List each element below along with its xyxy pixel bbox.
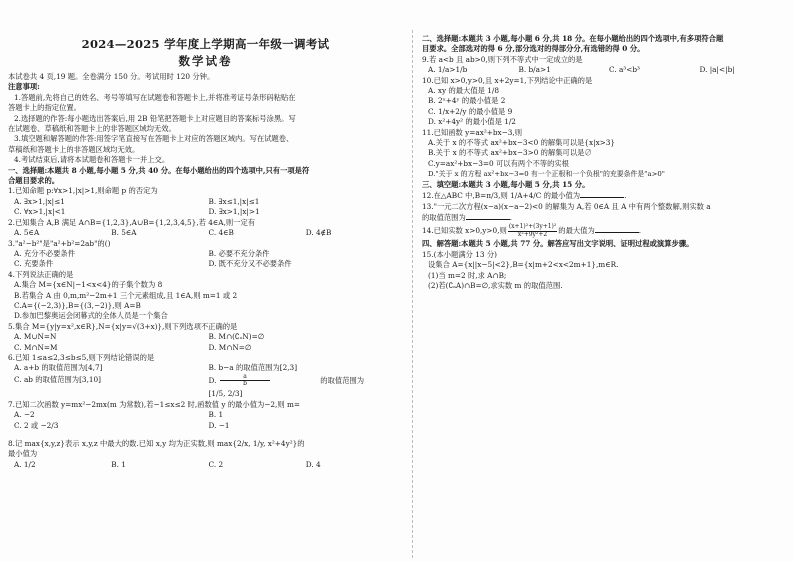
q15-stem: 15.(本小题满分 13 分) — [422, 249, 498, 259]
q14-fraction: $\frac{\text{(x+1)²+(3y+1)²}}{\text{x²+9y²+2}}$ — [508, 223, 557, 238]
q5-option-a: A. M∪N=N — [14, 332, 57, 342]
q5-options-row2 — [8, 343, 403, 353]
notice-heading: 注意事项: — [8, 82, 40, 92]
q3-option-b: B. 必要不充分条件 — [208, 248, 270, 258]
q2-stem: 2.已知集合 A,B 满足 A∩B={1,2,3},A∪B={1,2,3,4,5},若 4∈A,则一定有 — [8, 217, 256, 227]
q14-stem: 14.已知实数 x>0,y>0,则 — [422, 226, 507, 236]
q11-option-c: C.y=ax²+bx−3=0 可以有两个不等的实根 — [428, 158, 569, 168]
q11-option-d: D."关于 x 的方程 ax²+bx−3=0 有一个正根和一个负根"的充要条件是"a>0" — [428, 170, 665, 179]
q12-stem: 12.在△ABC 中,B=π/3,则 1/A+4/C 的最小值为 — [422, 191, 581, 201]
column-divider — [412, 30, 413, 558]
q13-row2: 的取值范围为 . — [422, 212, 513, 222]
section3-heading: 三、填空题:本题共 3 小题,每小题 5 分,共 15 分。 — [422, 179, 590, 189]
q1-option-d: D. ∃x>1,|x|>1 — [208, 207, 260, 217]
q1-option-a: A. ∃x>1,|x|≤1 — [14, 196, 65, 206]
notice-item: 2.选择题的作答:每小题选出答案后,用 2B 铅笔把答题卡上对应题目的答案标号涂黑。写 — [14, 113, 296, 123]
q5-option-c: C. M∩N=M — [14, 342, 58, 352]
section1-heading: 一、选择题:本题共 8 小题,每小题 5 分,共 40 分。在每小题给出的四个选项中,只有一项是符 — [8, 165, 310, 175]
q7-option-b: B. 1 — [208, 410, 224, 420]
q4-option-b: B.若集合 A 由 0,m,m²−2m+1 三个元素组成,且 1∈A,则 m=1 或 2 — [14, 290, 238, 300]
q9-option-b: B. b/a>1 — [518, 65, 551, 75]
q8-option-a: A. 1/2 — [14, 459, 36, 469]
q1-options-row2 — [8, 207, 403, 217]
q13-answer-blank — [466, 212, 510, 220]
q6-option-d: D. $\frac{a}{b}$ 的取值范围为 [1/5, 2/3] — [208, 372, 365, 398]
q6-d-fraction: $\frac{a}{b}$ — [220, 374, 317, 388]
q2-option-b: B. 5∈A — [111, 228, 137, 238]
q12-answer-blank — [580, 190, 624, 198]
q11-option-a: A.关于 x 的不等式 ax²+bx−3<0 的解集可以是{x|x>3} — [428, 138, 616, 148]
q9-option-c: C. a³<b³ — [609, 65, 640, 75]
q5-options — [8, 332, 403, 342]
q15-line2: (1)当 m=2 时,求 A∩B; — [428, 270, 507, 280]
q9-options — [422, 65, 790, 75]
q13-stem: 13."一元二次方程(x−a)(x−a−2)<0 的解集为 A,若 0∈A 且 A 中有两个整数解,则实数 a — [422, 201, 711, 211]
q7-stem: 7.已知二次函数 y=mx²−2mx(m 为常数),若−1≤x≤2 时,函数值 y 的最小值为−2,则 m= — [8, 399, 301, 409]
section1-heading-cont: 合题目要求的。 — [8, 176, 60, 186]
q3-stem: 3."a²−b²"是"a²+b²=2ab"的() — [8, 238, 111, 248]
q3-option-a: A. 充分不必要条件 — [14, 248, 75, 258]
q3-options-row2 — [8, 259, 403, 269]
q6-option-a: A. a+b 的取值范围为[4,7] — [14, 363, 103, 373]
q11-option-b: B.关于 x 的不等式 ax²+bx−3>0 的解集可以是∅ — [428, 148, 592, 158]
q12-row: 12.在△ABC 中,B=π/3,则 1/A+4/C 的最小值为 . — [422, 191, 627, 201]
exam-subtitle: 数学试卷 — [178, 54, 233, 68]
q8-option-d: D. 4 — [305, 459, 321, 469]
q7-option-d: D. −1 — [208, 420, 230, 430]
q6-stem: 6.已知 1≤a≤2,3≤b≤5,则下列结论错误的是 — [8, 352, 155, 362]
q15-line3: (2)若(∁ₐA)∩B=∅,求实数 m 的取值范围. — [428, 280, 563, 290]
q10-option-b: B. 2ˣ+4ʸ 的最小值是 2 — [428, 96, 506, 106]
q4-option-c: C.A={(−2,3)},B={(3,−2)},则 A=B — [14, 300, 141, 310]
q2-option-a: A. 5∈A — [14, 228, 40, 238]
q7-option-a: A. −2 — [14, 410, 35, 420]
q4-option-d: D.参加巴黎奥运会闭幕式的全体人员是一个集合 — [14, 311, 168, 321]
q6-option-b: B. b−a 的取值范围为[2,3] — [208, 363, 298, 373]
notice-item: 4.考试结束后,请将本试题卷和答题卡一并上交。 — [14, 155, 170, 165]
q6-options-row2 — [8, 374, 403, 400]
q14-row: 14.已知实数 x>0,y>0,则 $\frac{\text{(x+1)²+(3y+1)²}}{\text{x²+9y²+2}}$ 的最大值为 . — [422, 223, 642, 238]
exam-title: 2024—2025 学年度上学期高一年级一调考试 — [81, 37, 330, 51]
q6-options — [8, 363, 403, 373]
section2-heading-cont: 目要求。全部选对的得 6 分,部分选对的得部分分,有选错的得 0 分。 — [422, 44, 645, 54]
q10-option-a: A. xy 的最大值是 1/8 — [428, 86, 500, 96]
q5-option-b: B. M∩(∁ₒN)=∅ — [208, 332, 265, 342]
notice-item: 答题卡上的指定位置。 — [8, 103, 81, 113]
q14-answer-blank — [595, 225, 639, 233]
notice-item: 草稿纸和答题卡上的非答题区域均无效。 — [8, 144, 140, 154]
q4-option-a: A.集合 M={x∈N|−1<x<4}的子集个数为 8 — [14, 280, 163, 290]
q9-stem: 9.若 a<b 且 ab>0,则下列不等式中一定成立的是 — [422, 54, 583, 64]
q7-option-c: C. 2 或 −2/3 — [14, 420, 59, 430]
q6-d-range: [1/5, 2/3] — [208, 388, 243, 398]
q13-stem-cont: 的取值范围为 — [422, 212, 466, 222]
q7-options — [8, 410, 403, 420]
q5-option-d: D. M∩N=∅ — [208, 342, 252, 352]
q1-stem: 1.已知命题 p:∀x>1,|x|>1,则命题 p 的否定为 — [8, 186, 158, 196]
q8-stem: 8.记 max{x,y,z}表示 x,y,z 中最大的数.已知 x,y 均为正实数,则 max{2/x, 1/y, x²+4y²}的 — [8, 439, 305, 448]
right-column — [422, 34, 790, 291]
left-column — [8, 72, 403, 470]
section2-heading: 二、选择题:本题共 3 小题,每小题 6 分,共 18 分。在每小题给出的四个选项中,有多项符合题 — [422, 34, 724, 43]
q5-stem: 5.集合 M={y|y=x²,x∈R},N={x|y=√(3+x)},则下列选项不正确的是 — [8, 321, 238, 331]
q1-option-b: B. ∃x≤1,|x|≤1 — [208, 196, 260, 206]
q9-option-d: D. |a|<|b| — [699, 65, 735, 75]
q2-options — [8, 228, 403, 238]
q14-tail: 的最大值为 — [558, 226, 595, 236]
q8-options — [8, 460, 403, 470]
q8-option-c: C. 2 — [208, 459, 224, 469]
q8-option-b: B. 1 — [111, 459, 126, 469]
q10-stem: 10.已知 x>0,y>0,且 x+2y=1,下列结论中正确的是 — [422, 75, 593, 85]
q9-option-a: A. 1/a>1/b — [428, 65, 468, 75]
q3-option-c: C. 充要条件 — [14, 259, 54, 269]
q1-option-c: C. ∀x>1,|x|<1 — [14, 207, 66, 217]
q3-option-d: D. 既不充分又不必要条件 — [208, 259, 292, 269]
q6-option-c: C. ab 的取值范围为[3,10] — [14, 374, 102, 384]
notice-item: 1.答题前,先将自己的姓名、考号等填写在试题卷和答题卡上,并将准考证号条形码粘贴在 — [14, 92, 296, 102]
q2-option-d: D. 4∉B — [305, 228, 332, 238]
intro-text: 本试卷共 4 页,19 题。全卷满分 150 分。考试用时 120 分钟。 — [8, 72, 215, 81]
q4-stem: 4.下列说法正确的是 — [8, 269, 74, 279]
q11-stem: 11.已知函数 y=ax²+bx−3,则 — [422, 127, 523, 137]
q10-option-c: C. 1/x+2/y 的最小值是 9 — [428, 106, 513, 116]
notice-item: 在试题卷、草稿纸和答题卡上的非答题区域均无效。 — [8, 124, 176, 134]
q7-options-row2 — [8, 421, 403, 431]
q15-line1: 设集合 A={x||x−5|<2},B={x|m+2<x<2m+1},m∈R. — [428, 260, 619, 270]
q1-options — [8, 197, 403, 207]
q8-stem-cont: 最小值为 — [8, 449, 38, 459]
section4-heading: 四、解答题:本题共 5 小题,共 77 分。解答应写出文字说明、证明过程或演算步骤。 — [422, 239, 694, 249]
q2-option-c: C. 4∈B — [208, 228, 234, 238]
notice-item: 3.填空题和解答题的作答:用签字笔直接写在答题卡上对应的答题区域内。写在试题卷、 — [14, 134, 294, 144]
q3-options — [8, 249, 403, 259]
q10-option-d: D. x²+4y² 的最小值是 1/2 — [428, 117, 516, 127]
